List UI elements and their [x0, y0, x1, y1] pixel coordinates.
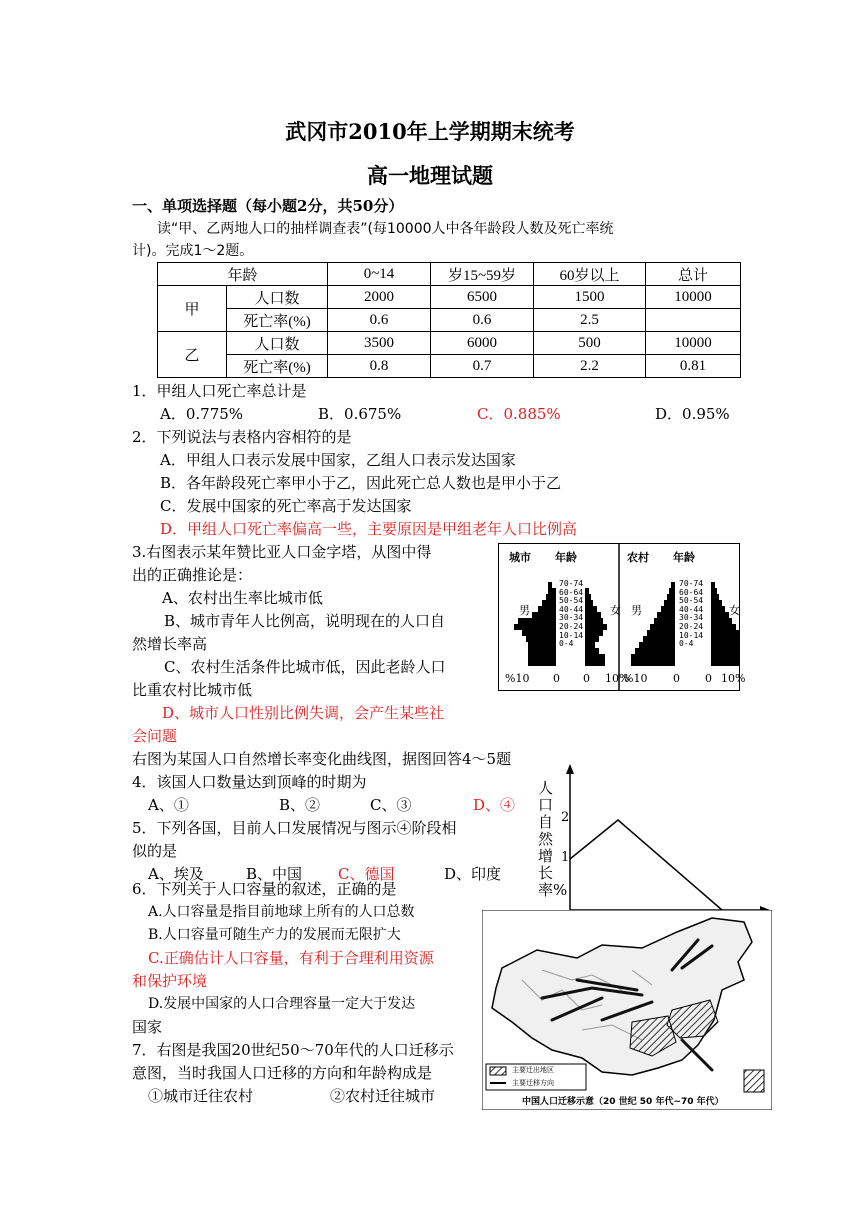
- q6-option-d: D.发展中国家的人口合理容量一定大于发达: [148, 996, 416, 1012]
- table-cell: 1500: [534, 286, 646, 309]
- rural-axis-right: 10%: [721, 672, 746, 685]
- table-col-header: 0~14: [328, 263, 431, 286]
- age-tick: 60-64: [679, 587, 704, 597]
- table-cell: 3500: [328, 332, 431, 355]
- q6-option-a: A.人口容量是指目前地球上所有的人口总数: [148, 904, 415, 920]
- legend-direction-label: 主要迁移方向: [512, 1079, 554, 1087]
- survey-table: [157, 262, 741, 378]
- q3-option-c-cont: 比重农村比城市低: [132, 681, 253, 699]
- q5-option-c: C、德国: [338, 865, 395, 883]
- q7-option-1: ①城市迁往农村: [148, 1087, 254, 1105]
- q2-stem: 2．下列说法与表格内容相符的是: [132, 428, 352, 446]
- rural-female-label: 女: [729, 604, 740, 617]
- q1-option-a: A．0.775%: [160, 405, 244, 423]
- city-axis-zero: 0: [553, 672, 560, 685]
- q6-option-d-cont: 国家: [132, 1018, 163, 1036]
- table-group-b: 乙: [158, 332, 227, 378]
- q3-line1: 3.右图表示某年赞比亚人口金字塔，从图中得: [132, 543, 432, 561]
- q4-option-a: A、①: [148, 796, 189, 814]
- q5-line2: 似的是: [132, 842, 178, 860]
- table-cell: 10000: [646, 332, 741, 355]
- city-label: 城市: [509, 551, 531, 564]
- table-row-label: 人口数: [227, 332, 328, 355]
- rural-axis-zero: 0: [673, 672, 680, 685]
- q7-line1: 7．右图是我国20世纪50～70年代的人口迁移示: [132, 1041, 454, 1059]
- q3-option-c: C、农村生活条件比城市低，因此老龄人口: [164, 658, 446, 676]
- q1-option-d: D．0.95%: [655, 405, 730, 423]
- city-axis-zero-2: 0: [583, 672, 590, 685]
- population-pyramid-figure: [498, 543, 746, 691]
- q2-option-b: B．各年龄段死亡率甲小于乙，因此死亡总人数也是甲小于乙: [160, 474, 562, 492]
- city-axis-right: 10%: [605, 672, 630, 685]
- q4-option-c: C、③: [370, 796, 412, 814]
- age-tick: 60-64: [559, 587, 584, 597]
- age-tick: 0-4: [559, 639, 574, 649]
- q6-option-c-cont: 和保护环境: [132, 972, 208, 990]
- intro-line-1: 读“甲、乙两地人口的抽样调查表”(每10000人中各年龄段人数及死亡率统: [157, 221, 614, 237]
- age-tick: 10-14: [679, 630, 704, 640]
- south-sea-inset: [744, 1070, 764, 1092]
- age-tick: 50-54: [559, 596, 584, 606]
- growth-curve: [570, 820, 722, 910]
- table-cell: 500: [534, 332, 646, 355]
- q1-stem: 1．甲组人口死亡率总计是: [132, 382, 307, 400]
- age-tick: 50-54: [679, 596, 704, 606]
- table-row-label: 人口数: [227, 286, 328, 309]
- table-cell: 2.5: [534, 309, 646, 332]
- q6-option-b: B.人口容量可随生产力的发展而无限扩大: [148, 927, 401, 943]
- y-axis-arrow: [566, 764, 574, 774]
- age-tick: 30-34: [559, 613, 584, 623]
- q3-option-b-cont: 然增长率高: [132, 635, 208, 653]
- legend-emigration-label: 主要迁出地区: [512, 1066, 554, 1074]
- city-age-ticks: [559, 580, 589, 649]
- exam-title: 武冈市2010年上学期期末统考: [285, 119, 575, 144]
- age-tick: 40-44: [679, 604, 704, 614]
- age-tick: 20-24: [559, 621, 584, 631]
- city-female-label: 女: [610, 604, 621, 617]
- exam-subtitle: 高一地理试题: [367, 163, 493, 188]
- age-tick: 10-14: [559, 630, 584, 640]
- q6-stem: 6．下列关于人口容量的叙述，正确的是: [132, 880, 397, 898]
- legend-hatch-swatch: [490, 1067, 506, 1075]
- rural-axis-left: %10: [623, 672, 648, 685]
- intro-line-2: 计)。完成1～2题。: [132, 243, 254, 259]
- q4-option-b: B、②: [279, 796, 321, 814]
- table-row-label: 死亡率(%): [227, 355, 328, 378]
- rural-male-label: 男: [631, 604, 642, 617]
- age-tick: 70-74: [559, 579, 584, 588]
- table-cell: 0.6: [431, 309, 534, 332]
- age-tick: 70-74: [679, 579, 704, 588]
- table-col-header: 岁15~59岁: [431, 263, 534, 286]
- table-cell: 10000: [646, 286, 741, 309]
- table-cell: 6000: [431, 332, 534, 355]
- age-tick: 40-44: [559, 604, 584, 614]
- q3-option-d-cont: 会问题: [132, 727, 178, 745]
- table-cell: 0.8: [328, 355, 431, 378]
- q4-option-d: D、④: [473, 796, 516, 814]
- q5-option-b: B、中国: [246, 865, 303, 883]
- q5-option-a: A、埃及: [148, 865, 204, 883]
- q1-option-b: B．0.675%: [318, 405, 402, 423]
- city-axis-left: %10: [505, 672, 530, 685]
- table-cell: 6500: [431, 286, 534, 309]
- age-tick: 0-4: [679, 639, 694, 649]
- q6-option-c: C.正确估计人口容量，有利于合理利用资源: [148, 949, 434, 967]
- q2-option-a: A．甲组人口表示发展中国家，乙组人口表示发达国家: [160, 451, 516, 469]
- table-row-label: 死亡率(%): [227, 309, 328, 332]
- table-cell: 0.81: [646, 355, 741, 378]
- table-cell: [646, 309, 741, 332]
- q1-option-c: C．0.885%: [477, 405, 561, 423]
- rural-age-label: 年龄: [673, 551, 695, 564]
- table-group-a: 甲: [158, 286, 227, 332]
- age-tick: 20-24: [679, 621, 704, 631]
- q2-option-c: C．发展中国家的死亡率高于发达国家: [160, 497, 412, 515]
- growth-y-label: 人口自然增长率%: [538, 779, 568, 899]
- rural-age-ticks: [679, 580, 709, 649]
- rural-axis-zero-2: 0: [705, 672, 712, 685]
- rural-label: 农村: [627, 551, 649, 564]
- city-age-label: 年龄: [555, 551, 577, 564]
- city-male-label: 男: [519, 604, 530, 617]
- q45-intro: 右图为某国人口自然增长率变化曲线图，据图回答4～5题: [132, 750, 512, 768]
- q7-line2: 意图，当时我国人口迁移的方向和年龄构成是: [132, 1064, 433, 1082]
- q3-option-b: B、城市青年人比例高，说明现在的人口自: [164, 612, 446, 630]
- table-cell: 2000: [328, 286, 431, 309]
- q4-stem: 4．该国人口数量达到顶峰的时期为: [132, 773, 367, 791]
- q5-line1: 5．下列各国，目前人口发展情况与图示④阶段相: [132, 819, 457, 837]
- map-caption: 中国人口迁移示意（20 世纪 50 年代~70 年代）: [522, 1097, 724, 1107]
- growth-tick-2: 2: [561, 810, 570, 825]
- q2-option-d: D．甲组人口死亡率偏高一些，主要原因是甲组老年人口比例高: [160, 520, 578, 538]
- q3-option-a: A、农村出生率比城市低: [162, 589, 323, 607]
- growth-tick-1: 1: [561, 850, 570, 865]
- table-cell: 0.7: [431, 355, 534, 378]
- q3-line2: 出的正确推论是：: [132, 566, 253, 584]
- table-cell: 0.6: [328, 309, 431, 332]
- section-heading: 一、单项选择题（每小题2分，共50分）: [132, 197, 404, 215]
- table-col-header: 60岁以上: [534, 263, 646, 286]
- table-col-header: 总计: [646, 263, 741, 286]
- q3-option-d: D、城市人口性别比例失调，会产生某些社: [162, 704, 445, 722]
- q5-option-d: D、印度: [444, 865, 502, 883]
- q7-option-2: ②农村迁往城市: [330, 1087, 436, 1105]
- age-tick: 30-34: [679, 613, 704, 623]
- table-header-age: 年龄: [158, 263, 328, 286]
- table-cell: 2.2: [534, 355, 646, 378]
- migration-map-figure: [482, 910, 772, 1110]
